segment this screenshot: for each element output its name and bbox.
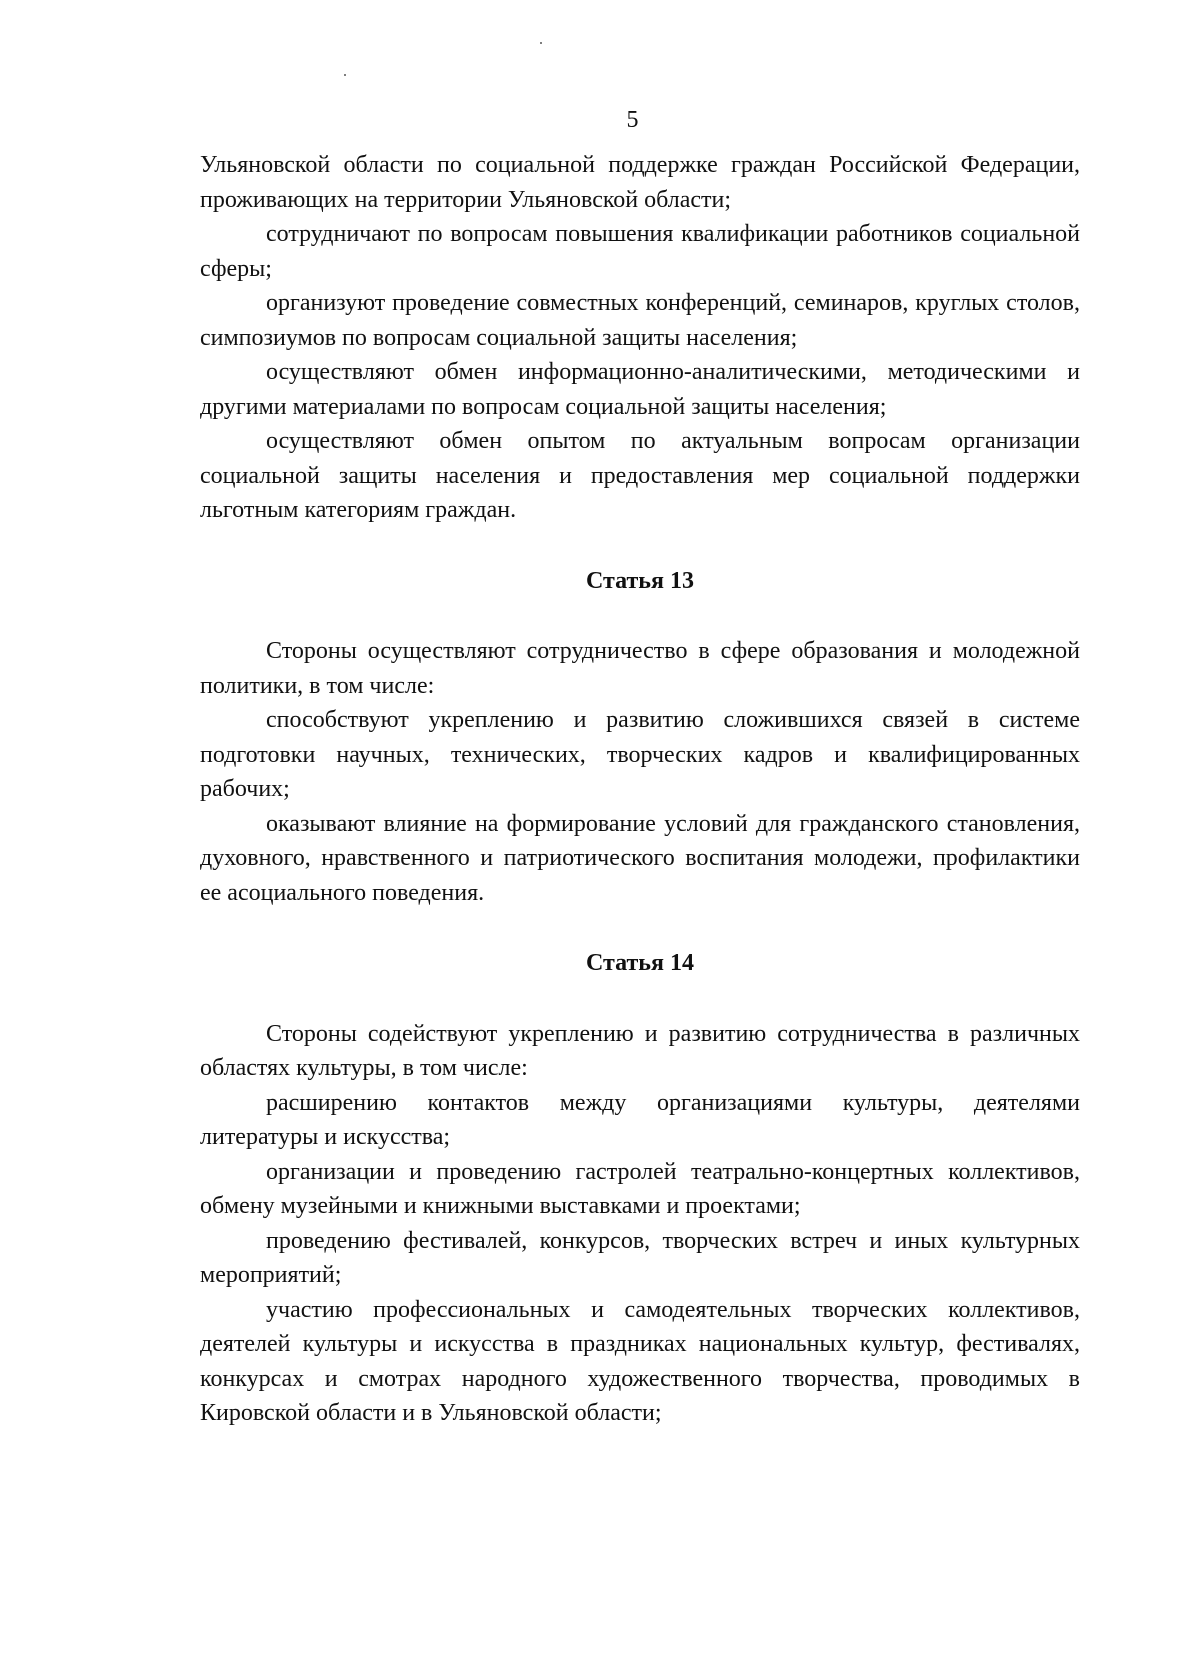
paragraph: осуществляют обмен опытом по актуальным вопросам организации социальной защиты населения и предоставления мер социальной поддержки льготным категориям граждан.	[200, 428, 1080, 523]
document-body	[200, 148, 1080, 1431]
paragraph: проведению фестивалей, конкурсов, творческих встреч и иных культурных мероприятий;	[200, 1227, 1080, 1288]
paragraph: Стороны осуществляют сотрудничество в сфере образования и молодежной политики, в том числе:	[200, 638, 1080, 699]
paragraph: организуют проведение совместных конференций, семинаров, круглых столов, симпозиумов по вопросам социальной защиты населения;	[200, 290, 1080, 351]
scan-speck	[540, 42, 542, 44]
paragraph: оказывают влияние на формирование условий для гражданского становления, духовного, нравственного и патриотического воспитания молодежи, профилактики ее асоциального поведения.	[200, 810, 1080, 906]
paragraph: способствуют укреплению и развитию сложившихся связей в системе подготовки научных, технических, творческих кадров и квалифицированных рабочих;	[200, 707, 1080, 802]
paragraph: Стороны содействуют укреплению и развитию сотрудничества в различных областях культуры, в том числе:	[200, 1020, 1080, 1081]
article-13-heading: Статья 13	[586, 567, 694, 594]
paragraph: организации и проведению гастролей театрально-концертных коллективов, обмену музейными и книжными выставками и проектами;	[200, 1158, 1080, 1219]
paragraph: осуществляют обмен информационно-аналитическими, методическими и другими материалами по вопросам социальной защиты населения;	[200, 359, 1080, 420]
paragraph: участию профессиональных и самодеятельных творческих коллективов, деятелей культуры и искусства в праздниках национальных культур, фестивалях, конкурсах и смотрах народного художественного творчества, проводимых в Кировской области и в Ульяновской области;	[200, 1296, 1080, 1426]
paragraph-continuation: Ульяновской области по социальной поддержке граждан Российской Федерации, проживающих на территории Ульяновской области;	[200, 152, 1080, 213]
page-number: 5	[626, 107, 639, 133]
paragraph: расширению контактов между организациями культуры, деятелями литературы и искусства;	[200, 1089, 1080, 1150]
article-14-heading: Статья 14	[586, 950, 694, 976]
scan-speck	[344, 74, 346, 76]
paragraph: сотрудничают по вопросам повышения квалификации работников социальной сферы;	[200, 221, 1080, 282]
